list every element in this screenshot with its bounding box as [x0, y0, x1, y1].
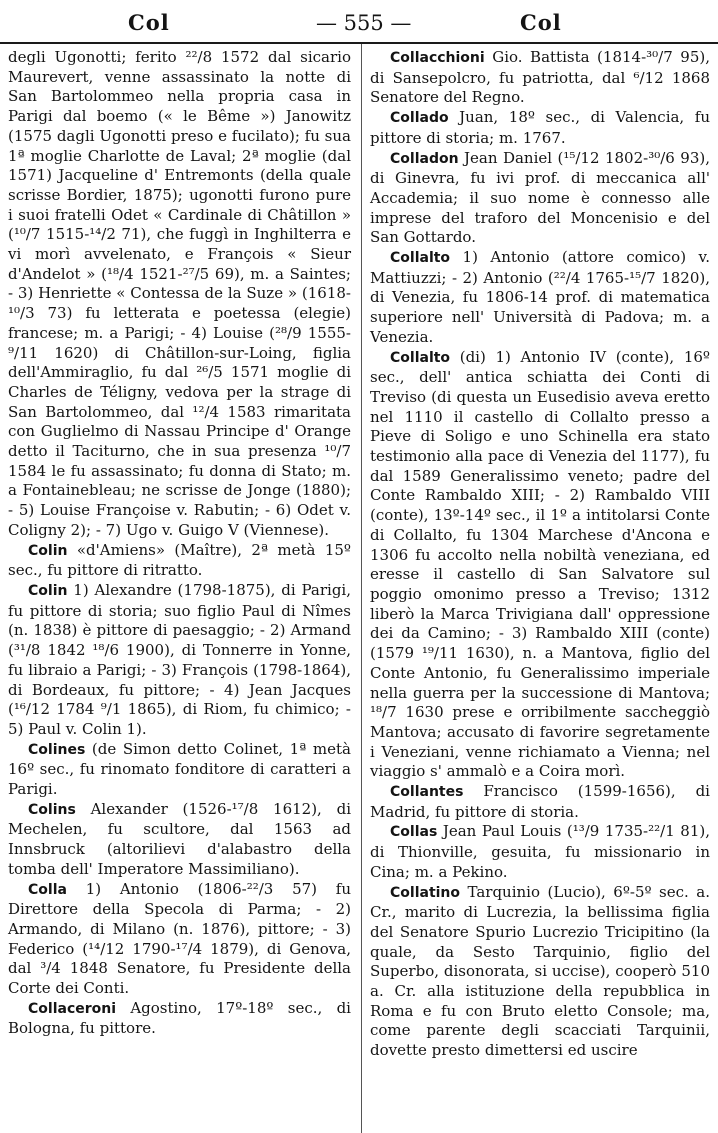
entry: [370, 108, 710, 148]
entry-headword: Collas: [390, 824, 438, 841]
entry-headword: Collaceroni: [28, 1000, 117, 1017]
entry-text: Juan, 18º sec., di Valencia, fu pittore di storia; m. 1767.: [370, 108, 710, 147]
entry-headword: Collalto: [390, 349, 451, 366]
entry-headword: Colin: [28, 542, 68, 559]
entry-text: Francisco (1599-1656), di Madrid, fu pittore di storia.: [370, 782, 710, 821]
entry: [8, 581, 351, 740]
entry-text: 1) Alexandre (1798-1875), di Parigi, fu pittore di storia; suo figlio Paul di Nîmes (n. 1838) è pittore di paesaggio; - 2) Armand (³¹/8 1842 ¹⁸/6 1900), di Tonnerre in Yonne, fu libraio a Parigi; - 3) François (1798-1864), di Bordeaux, fu pittore; - 4) Jean Jacques (¹⁶/12 1784 ⁹/1 1865), di Riom, fu chimico; - 5) Paul v. Colin 1).: [8, 580, 351, 738]
header-left-guide-word: Col: [128, 10, 170, 35]
running-header: [0, 0, 718, 44]
entry: [370, 48, 710, 108]
entry: [370, 822, 710, 882]
column-divider: [361, 44, 362, 1133]
entry-text: (de Simon detto Colinet, 1ª metà 16º sec., fu rinomato fonditore di caratteri a Parigi.: [8, 739, 351, 799]
entry: [8, 999, 351, 1039]
entry: [370, 248, 710, 348]
entry-text: Tarquinio (Lucio), 6º-5º sec. a. Cr., marito di Lucrezia, la bellissima figlia del Senatore Spurio Lucrezio Tricipitino (la quale, da Sesto Tarquinio, figlio del Superbo, disonorata, si uccise), cooperò 510 a. Cr. alla istituzione della repubblica in Roma e fu con Bruto eletto Console; ma, come parente degli scacciati Tarquinii, dovette presto dimettersi ed uscire: [370, 882, 710, 1060]
entry-text: Agostino, 17º-18º sec., di Bologna, fu pittore.: [8, 998, 351, 1038]
entry-headword: Colin: [28, 582, 68, 599]
entry-text: Jean Daniel (¹⁵/12 1802-³⁰/6 93), di Ginevra, fu ivi prof. di meccanica all' Accademia; il suo nome è connesso alle imprese del traforo del Moncenisio e del San Gottardo.: [370, 148, 710, 247]
entry-text: Gio. Battista (1814-³⁰/7 95), di Sansepolcro, fu patriotta, dal ⁶/12 1868 Senatore del Regno.: [370, 48, 710, 107]
entry-text: Jean Paul Louis (¹³/9 1735-²²/1 81), di Thionville, gesuita, fu missionario in Cina; m. a Pekino.: [370, 822, 710, 881]
entry-headword: Collantes: [390, 784, 464, 801]
entry-headword: Collacchioni: [390, 50, 485, 66]
entry: [8, 740, 351, 800]
entry-text: Alexander (1526-¹⁷/8 1612), di Mechelen, fu scultore, dal 1563 ad Innsbruck (altorilievi d'alabastro della tomba dell' Imperatore Massimiliano).: [8, 799, 351, 878]
entry-text: «d'Amiens» (Maître), 2ª metà 15º sec., fu pittore di ritratto.: [8, 540, 351, 580]
entry: [8, 800, 351, 880]
entry-headword: Colines: [28, 741, 86, 758]
header-rule: [0, 42, 718, 44]
entry-text: degli Ugonotti; ferito ²²/8 1572 dal sicario Maurevert, venne assassinato la notte di San Bartolommeo nella propria casa in Parigi dal boemo (« le Bême ») Janowitz (1575 dagli Ugonotti preso e fucilato); fu sua 1ª moglie Charlotte de Laval; 2ª moglie (dal 1571) Jacqueline d' Entremonts (della quale scrisse Bordier, 1875); ugonotti furono pure i suoi fratelli Odet « Cardinale di Châtillon » (¹⁰/7 1515-¹⁴/2 71), che fuggì in Inghilterra e vi morì avvelenato, e François « Sieur d'Andelot » (¹⁸/4 1521-²⁷/5 69), m. a Saintes; - 3) Henriette « Contessa de la Suze » (1618-¹⁰/3 73) fu letterata e poetessa (elegie) francese; m. a Parigi; - 4) Louise (²⁸/9 1555-⁹/11 1620) di Châtillon-sur-Loing, figlia dell'Ammiraglio, fu dal ²⁶/5 1571 moglie di Charles de Téligny, vedova per la strage di San Bartolommeo, dal ¹²/4 1583 rimaritata con Guglielmo di Nassau Principe d' Orange detto il Taciturno, che in sua presenza ¹⁰/7 1584 le fu assassinato; fu donna di Stato; m. a Fontainebleau; ne scrisse de Jonge (1880); - 5) Louise Françoise v. Rabutin; - 6) Odet v. Coligny 2); - 7) Ugo v. Guigo V (Viennese).: [8, 48, 351, 539]
entry-headword: Collalto: [390, 250, 451, 267]
entry: [8, 880, 351, 999]
entry-headword: Colins: [28, 801, 76, 818]
entry-headword: Collado: [390, 110, 449, 127]
right-column: [370, 48, 710, 1061]
entry: [370, 782, 710, 822]
entry: [370, 348, 710, 782]
header-right-guide-word: Col: [520, 10, 562, 35]
entry: [8, 541, 351, 581]
left-column: [8, 48, 351, 1039]
entry: [370, 149, 710, 249]
entry-text: 1) Antonio (1806-²²/3 57) fu Direttore della Specola di Parma; - 2) Armando, di Milano (n. 1876), pittore; - 3) Federico (¹⁴/12 1790-¹⁷/4 1879), di Genova, dal ³/4 1848 Senatore, fu Presidente della Corte dei Conti.: [8, 879, 351, 998]
page-number: — 555 —: [316, 11, 412, 35]
entry: [370, 883, 710, 1061]
entry-continuation: [8, 48, 351, 541]
entry-text: (di) 1) Antonio IV (conte), 16º sec., dell' antica schiatta dei Conti di Treviso (di questa un Eusedisio aveva eretto nel 1110 il castello di Collalto presso a Pieve di Soligo e uno Schinella era stato testimonio alla pace di Venezia del 1177), fu dal 1589 Generalissimo veneto; padre del Conte Rambaldo XIII; - 2) Rambaldo VIII (conte), 13º-14º sec., il 1º a intitolarsi Conte di Collalto, fu 1304 Marchese d'Ancona e 1306 fu accolto nella nobiltà veneziana, ed eresse il castello di San Salvatore sul poggio omonimo presso a Treviso; 1312 liberò la Marca Trivigiana dall' oppressione dei da Camino; - 3) Rambaldo XIII (conte) (1579 ¹⁹/11 1630), n. a Mantova, figlio del Conte Antonio, fu Generalissimo imperiale nella guerra per la successione di Mantova; ¹⁸/7 1630 prese e orribilmente saccheggiò Mantova; accusato di favorire segretamente i Veneziani, venne richiamato a Vienna; nel viaggio s' ammalò e a Coira morì.: [370, 347, 710, 781]
entry-text: 1) Antonio (attore comico) v. Mattiuzzi; - 2) Antonio (²²/4 1765-¹⁵/7 1820), di Venezia, fu 1806-14 prof. di matematica superiore nell' Università di Padova; m. a Venezia.: [370, 248, 710, 346]
entry-headword: Colladon: [390, 150, 459, 167]
entry-headword: Collatino: [390, 884, 461, 901]
entry-headword: Colla: [28, 881, 67, 898]
